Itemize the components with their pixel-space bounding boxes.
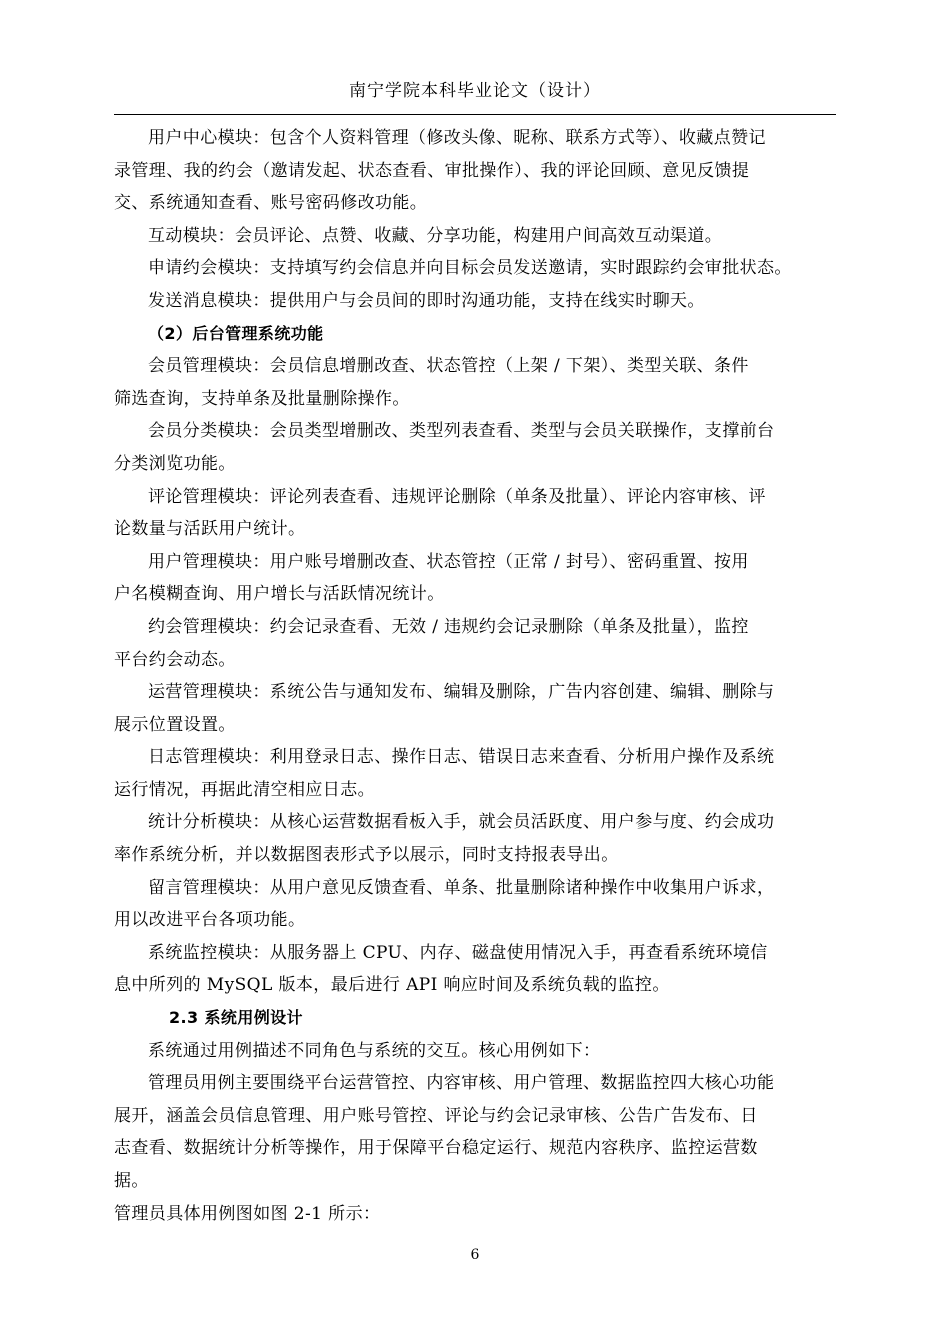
header-divider <box>114 114 836 115</box>
body-text-line: 互动模块：会员评论、点赞、收藏、分享功能，构建用户间高效互动渠道。 <box>148 225 723 246</box>
body-text-line: 系统监控模块：从服务器上 CPU、内存、磁盘使用情况入手，再查看系统环境信 <box>148 942 768 963</box>
body-text-line: 息中所列的 MySQL 版本，最后进行 API 响应时间及系统负载的监控。 <box>114 975 670 996</box>
body-text-line: 展开，涵盖会员信息管理、用户账号管控、评论与约会记录审核、公告广告发布、日 <box>114 1105 758 1126</box>
page-header-title: 南宁学院本科毕业论文（设计） <box>349 81 601 101</box>
body-text-line: 分类浏览功能。 <box>114 453 236 474</box>
body-text-line: 运行情况，再据此清空相应日志。 <box>114 779 375 800</box>
page-number: 6 <box>470 1247 480 1263</box>
body-text-line: 据。 <box>114 1171 149 1191</box>
body-text-line: 用户中心模块：包含个人资料管理（修改头像、昵称、联系方式等）、收藏点赞记 <box>148 128 766 148</box>
body-text-line: 约会管理模块：约会记录查看、无效 / 违规约会记录删除（单条及批量），监控 <box>148 616 749 637</box>
body-text-line: 运营管理模块：系统公告与通知发布、编辑及删除，广告内容创建、编辑、删除与 <box>148 682 775 703</box>
body-text-line: 会员分类模块：会员类型增删改、类型列表查看、类型与会员关联操作，支撑前台 <box>148 421 775 442</box>
body-text-line: 发送消息模块：提供用户与会员间的即时沟通功能，支持在线实时聊天。 <box>148 290 705 311</box>
body-text-line: 用以改进平台各项功能。 <box>114 910 306 931</box>
body-text-line: 率作系统分析，并以数据图表形式予以展示，同时支持报表导出。 <box>114 845 619 866</box>
body-text-line: 申请约会模块：支持填写约会信息并向目标会员发送邀请，实时跟踪约会审批状态。 <box>148 258 792 279</box>
body-text-line: 平台约会动态。 <box>114 649 236 670</box>
body-text-line: 统计分析模块：从核心运营数据看板入手，就会员活跃度、用户参与度、约会成功 <box>148 812 775 833</box>
body-text-line: 户名模糊查询、用户增长与活跃情况统计。 <box>114 584 445 605</box>
body-text-line: 录管理、我的约会（邀请发起、状态查看、审批操作）、我的评论回顾、意见反馈提 <box>114 160 750 181</box>
document-body <box>114 122 836 1230</box>
body-text-line: 展示位置设置。 <box>114 714 236 735</box>
body-text-line: 日志管理模块：利用登录日志、操作日志、错误日志来查看、分析用户操作及系统 <box>148 747 775 768</box>
body-text-line: 筛选查询，支持单条及批量删除操作。 <box>114 388 410 409</box>
body-text-line: 管理员具体用例图如图 2-1 所示： <box>114 1203 381 1224</box>
section-heading: 2.3 系统用例设计 <box>169 1008 303 1028</box>
body-text-line: 留言管理模块：从用户意见反馈查看、单条、批量删除诸种操作中收集用户诉求， <box>148 877 775 898</box>
subsection-heading: （2）后台管理系统功能 <box>148 323 324 343</box>
body-text-line: 论数量与活跃用户统计。 <box>114 519 306 540</box>
body-text-line: 评论管理模块：评论列表查看、违规评论删除（单条及批量）、评论内容审核、评 <box>148 486 766 507</box>
body-text-line: 交、系统通知查看、账号密码修改功能。 <box>114 193 428 214</box>
body-text-line: 管理员用例主要围绕平台运营管控、内容审核、用户管理、数据监控四大核心功能 <box>148 1073 775 1094</box>
body-text-line: 志查看、数据统计分析等操作，用于保障平台稳定运行、规范内容秩序、监控运营数 <box>114 1138 758 1159</box>
body-text-line: 用户管理模块：用户账号增删改查、状态管控（正常 / 封号）、密码重置、按用 <box>148 551 749 572</box>
body-text-line: 会员管理模块：会员信息增删改查、状态管控（上架 / 下架）、类型关联、条件 <box>148 356 749 377</box>
body-text-line: 系统通过用例描述不同角色与系统的交互。核心用例如下： <box>148 1040 601 1061</box>
